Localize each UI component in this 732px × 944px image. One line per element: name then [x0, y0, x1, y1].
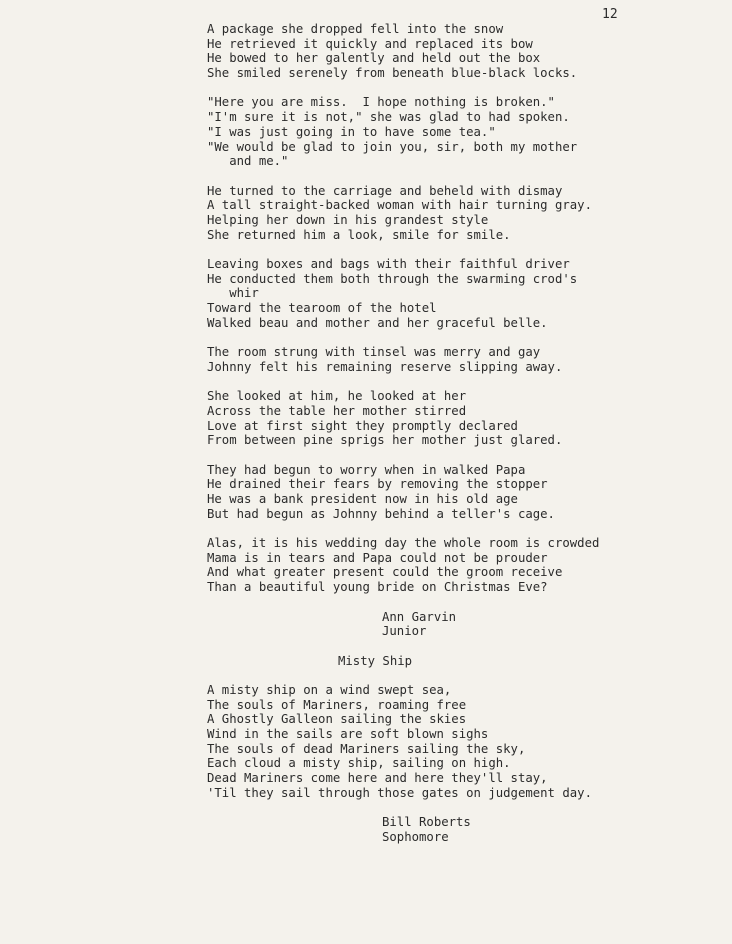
poem-line: He turned to the carriage and beheld with dismay — [207, 183, 563, 198]
poem-wedding — [207, 22, 707, 610]
poem-line: Love at first sight they promptly declared — [207, 418, 518, 433]
poem-line: He bowed to her galently and held out the box — [207, 51, 541, 66]
poem-line: The souls of dead Mariners sailing the sky, — [207, 741, 526, 756]
poem-line: "We would be glad to join you, sir, both my mother — [207, 139, 578, 154]
poem-line: 'Til they sail through those gates on judgement day. — [207, 785, 592, 800]
poem-line: "I'm sure it is not," she was glad to had spoken. — [207, 110, 570, 125]
poem-line: Dead Mariners come here and here they'll stay, — [207, 771, 548, 786]
poem-line: She returned him a look, smile for smile. — [207, 227, 511, 242]
poem-line: and me." — [207, 154, 289, 169]
poem-line: He drained their fears by removing the stopper — [207, 477, 548, 492]
poem-line: He conducted them both through the swarming crod's — [207, 271, 578, 286]
poem-line: A package she dropped fell into the snow — [207, 22, 504, 36]
poem-line: He was a bank president now in his old age — [207, 492, 518, 506]
poem-line: Alas, it is his wedding day the whole room is crowded — [207, 536, 600, 551]
page-number: 12 — [602, 7, 618, 22]
poem-line: "Here you are miss. I hope nothing is broken." — [207, 95, 555, 110]
poem-misty-ship — [207, 683, 707, 801]
poem-line: Across the table her mother stirred — [207, 403, 467, 418]
poem-line: whir — [207, 286, 259, 301]
poem1-grade: Junior — [382, 624, 427, 639]
poem-line: Leaving boxes and bags with their faithful driver — [207, 257, 570, 271]
poem2-title: Misty Ship — [338, 653, 413, 668]
poem-line: They had begun to worry when in walked Papa — [207, 462, 526, 477]
poem-line: From between pine sprigs her mother just glared. — [207, 433, 563, 448]
poem-line: Each cloud a misty ship, sailing on high. — [207, 756, 511, 771]
poem2-author: Bill Roberts — [382, 815, 471, 830]
poem-line: A tall straight-backed woman with hair turning gray. — [207, 198, 592, 213]
poem2-grade: Sophomore — [382, 829, 449, 844]
poem-line: Walked beau and mother and her graceful belle. — [207, 315, 548, 330]
poem-line: She smiled serenely from beneath blue-black locks. — [207, 66, 578, 81]
poem-line: A Ghostly Galleon sailing the skies — [207, 712, 467, 727]
poem-line: "I was just going in to have some tea." — [207, 124, 496, 139]
poem-line: Helping her down in his grandest style — [207, 212, 489, 227]
text-column — [207, 22, 707, 845]
poem-line: He retrieved it quickly and replaced its bow — [207, 36, 533, 51]
poem-line: But had begun as Johnny behind a teller's cage. — [207, 506, 555, 521]
poem-line: Wind in the sails are soft blown sighs — [207, 727, 489, 741]
poem-line: Johnny felt his remaining reserve slipping away. — [207, 359, 563, 374]
poem-line: She looked at him, he looked at her — [207, 389, 467, 404]
poem-line: Than a beautiful young bride on Christmas Eve? — [207, 580, 548, 595]
poem-line: The room strung with tinsel was merry and gay — [207, 345, 541, 360]
poem-line: A misty ship on a wind swept sea, — [207, 682, 452, 697]
poem1-author: Ann Garvin — [382, 609, 457, 624]
poem-line: Toward the tearoom of the hotel — [207, 301, 437, 316]
poem-line: And what greater present could the groom receive — [207, 565, 563, 580]
poem-line: Mama is in tears and Papa could not be prouder — [207, 550, 548, 565]
poem-line: The souls of Mariners, roaming free — [207, 697, 467, 712]
